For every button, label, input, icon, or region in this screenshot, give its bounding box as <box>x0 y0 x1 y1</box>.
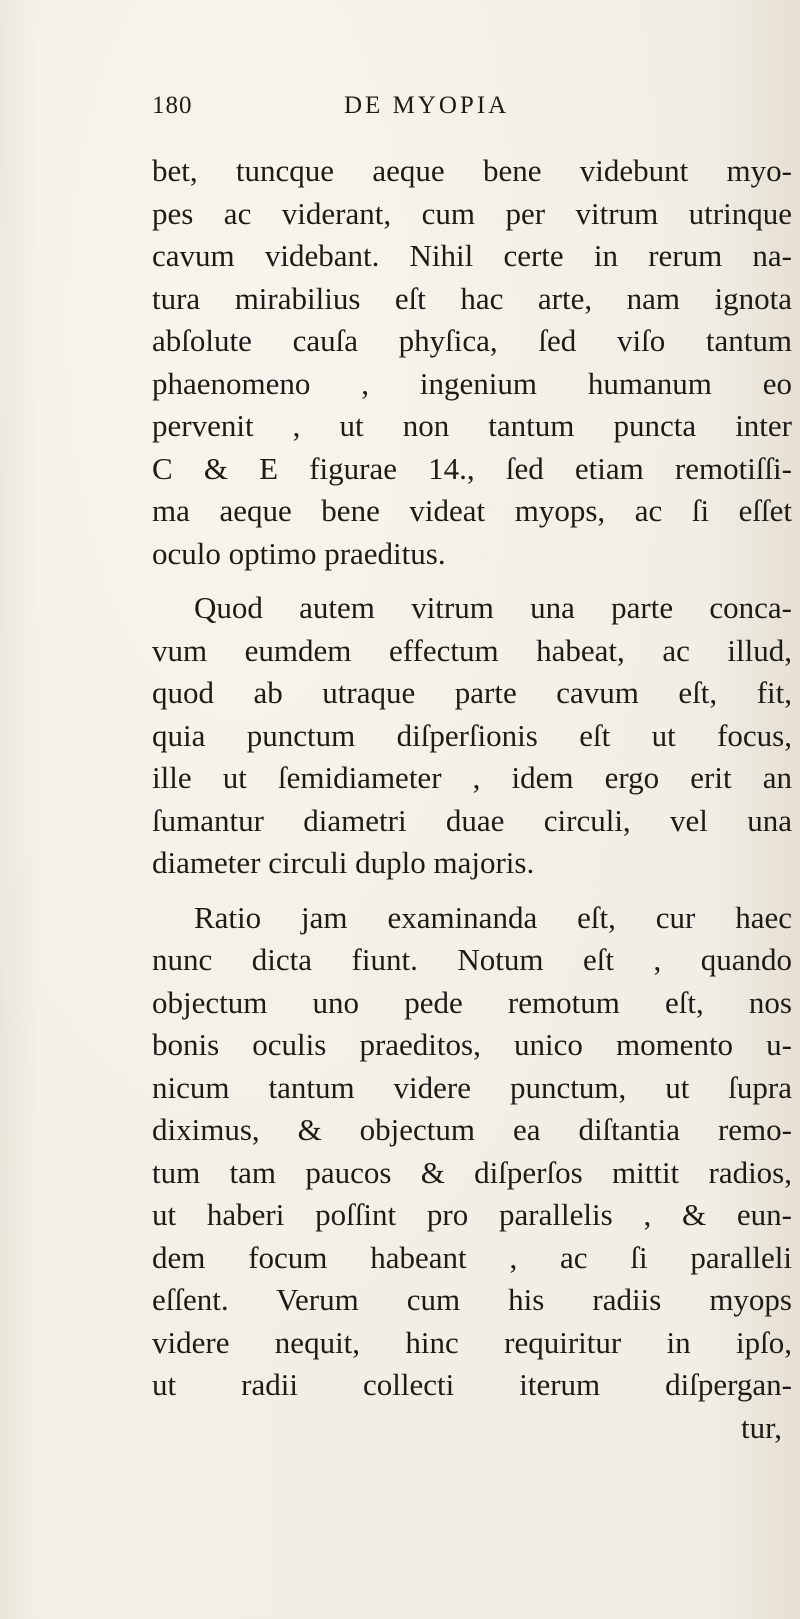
text-line: vum eumdem effectum habeat, ac illud, <box>152 632 792 668</box>
text-line: C & E figurae 14., ſed etiam remotiſſi- <box>152 450 792 486</box>
text-line: ut haberi poſſint pro parallelis , & eun- <box>152 1197 792 1232</box>
paragraph-1 <box>152 150 792 575</box>
paragraph-2 <box>152 587 792 885</box>
text-line: nunc dicta fiunt. Notum eſt , quando <box>152 942 792 977</box>
text-line: ſumantur diametri duae circuli, vel una <box>152 802 792 838</box>
text-line: pes ac viderant, cum per vitrum utrinque <box>152 195 792 231</box>
text-line: diximus, & objectum ea diſtantia remo- <box>152 1112 792 1147</box>
text-line: cavum videbant. Nihil certe in rerum na- <box>152 238 792 273</box>
text-line: bet, tuncque aeque bene videbunt myo- <box>152 153 792 188</box>
text-line: bonis oculis praeditos, unico momento u- <box>152 1027 792 1062</box>
text-line: ille ut ſemidiameter , idem ergo erit an <box>152 760 792 795</box>
text-line: ma aeque bene videat myops, ac ſi eſſet <box>152 493 792 528</box>
text-line: Ratio jam examinanda eſt, cur haec <box>194 899 792 935</box>
text-line: tum tam paucos & diſperſos mittit radios, <box>152 1154 792 1190</box>
text-line: pervenit , ut non tantum puncta inter <box>152 408 792 443</box>
catchword: tur, <box>741 1409 782 1445</box>
text-line: objectum uno pede remotum eſt, nos <box>152 984 792 1020</box>
text-line: eſſent. Verum cum his radiis myops <box>152 1282 792 1317</box>
body-text <box>152 150 792 1449</box>
text-line: phaenomeno , ingenium humanum eo <box>152 365 792 401</box>
text-line: videre nequit, hinc requiritur in ipſo, <box>152 1324 792 1360</box>
text-line: diameter circuli duplo majoris. <box>152 845 535 880</box>
text-line: tura mirabilius eſt hac arte, nam ignota <box>152 280 792 316</box>
paragraph-gap <box>152 575 792 587</box>
text-line: ut radii collecti iterum diſpergan- <box>152 1367 792 1402</box>
text-line: quia punctum diſperſionis eſt ut focus, <box>152 717 792 753</box>
text-line: dem focum habeant , ac ſi paralleli <box>152 1239 792 1275</box>
running-head: DE MYOPIA <box>344 92 510 119</box>
text-line: Quod autem vitrum una parte conca- <box>194 590 792 625</box>
paragraph-gap <box>152 885 792 897</box>
page-number: 180 <box>152 92 193 119</box>
text-line: nicum tantum videre punctum, ut ſupra <box>152 1069 792 1105</box>
text-line: quod ab utraque parte cavum eſt, fit, <box>152 675 792 710</box>
text-line: abſolute cauſa phyſica, ſed viſo tantum <box>152 323 792 358</box>
paragraph-3 <box>152 897 792 1450</box>
text-line: oculo optimo praeditus. <box>152 535 446 571</box>
page-header <box>152 92 572 132</box>
